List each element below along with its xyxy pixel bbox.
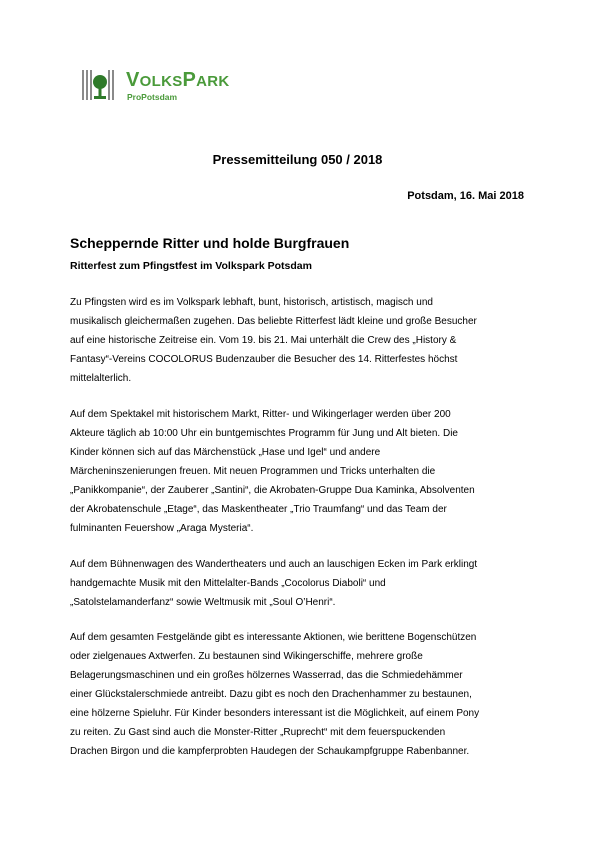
paragraph-line: Auf dem Bühnenwagen des Wandertheaters und auch an lauschigen Ecken im Park erklingt [70, 559, 478, 570]
paragraph-line: Märcheninszenierungen freuen. Mit neuen Programmen und Tricks unterhalten die [70, 466, 436, 477]
logo-subtitle: ProPotsdam [127, 92, 178, 102]
volkspark-emblem-icon [82, 68, 116, 104]
paragraph-4 [70, 628, 530, 761]
paragraph-line: „Panikkompanie“, der Zauberer „Santini“, die Akrobaten-Gruppe Dua Kaminka, Absolventen [70, 485, 475, 496]
paragraph-line: zu reiten. Zu Gast sind auch die Monster-Ritter „Ruprecht“ mit dem feuerspuckenden [70, 727, 446, 738]
paragraph-line: eine hölzerne Spieluhr. Für Kinder besonders interessant ist die Möglichkeit, auf einem Pony [70, 708, 480, 719]
press-release-title: Pressemitteilung 050 / 2018 [212, 152, 383, 167]
paragraph-line: der Akrobatenschule „Etage“, das Maskentheater „Trio Traumfang“ und das Team der [70, 504, 447, 515]
paragraph-line: auf eine historische Zeitreise ein. Vom 19. bis 21. Mai unterhält die Crew des „History & [70, 335, 457, 346]
paragraph-line: Drachen Birgon und die kampferprobten Haudegen der Schaukampfgruppe Rabenbanner. [70, 746, 470, 757]
logo-wordmark: VOLKSPARK [126, 69, 230, 91]
paragraph-line: oder zielgenaues Axtwerfen. Zu bestaunen sind Wikingerschiffe, mehrere große [70, 651, 423, 662]
paragraph-line: Auf dem gesamten Festgelände gibt es interessante Aktionen, wie berittene Bogenschützen [70, 632, 477, 643]
paragraph-line: handgemachte Musik mit den Mittelalter-Bands „Cocolorus Diaboli“ und [70, 578, 386, 589]
paragraph-1 [70, 293, 530, 388]
paragraph-line: Akteure täglich ab 10:00 Uhr ein buntgemischtes Programm für Jung und Alt bieten. Die [70, 428, 458, 439]
paragraph-line: Belagerungsmaschinen und ein großes hölzernes Wasserrad, das die Schmiedehämmer [70, 670, 463, 681]
article-subheadline: Ritterfest zum Pfingstfest im Volkspark Potsdam [70, 260, 312, 272]
paragraph-line: fulminanten Feuershow „Araga Mysteria“. [70, 523, 254, 534]
paragraph-line: einer Glückstalerschmiede antreibt. Dazu gibt es noch den Drachenhammer zu bestaunen, [70, 689, 472, 700]
dateline: Potsdam, 16. Mai 2018 [407, 190, 524, 202]
paragraph-line: Auf dem Spektakel mit historischem Markt, Ritter- und Wikingerlager werden über 200 [70, 409, 451, 420]
paragraph-3 [70, 555, 530, 612]
paragraph-line: Kinder können sich auf das Märchenstück „Hase und Igel“ und andere [70, 447, 381, 458]
paragraph-2 [70, 405, 530, 538]
paragraph-line: „Satolstelamanderfanz“ sowie Weltmusik mit „Soul O’Henri“. [70, 597, 336, 608]
volkspark-logo [82, 68, 242, 106]
paragraph-line: mittelalterlich. [70, 373, 132, 384]
paragraph-line: Fantasy“-Vereins COCOLORUS Budenzauber die Besucher des 14. Ritterfestes höchst [70, 354, 458, 365]
paragraph-line: Zu Pfingsten wird es im Volkspark lebhaft, bunt, historisch, artistisch, magisch und [70, 297, 433, 308]
article-headline: Scheppernde Ritter und holde Burgfrauen [70, 235, 350, 251]
paragraph-line: musikalisch gleichermaßen zugehen. Das beliebte Ritterfest lädt kleine und große Besucher [70, 316, 477, 327]
